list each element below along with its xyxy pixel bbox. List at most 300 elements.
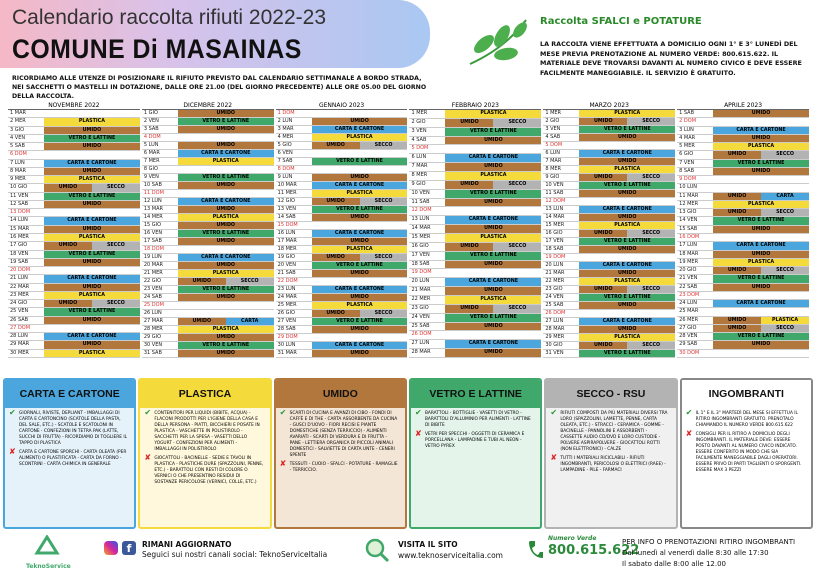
day-label: 12 MER [679,200,699,207]
day-label: 2 MER [10,118,26,125]
day-label: 8 MER [411,172,428,179]
calendar-day-row [8,325,140,333]
calendar-day-row [677,300,809,308]
calendar-day-row [543,246,675,254]
day-label: 24 GIO [10,300,28,307]
day-label: 8 GIO [143,166,158,172]
day-label: 25 MAR [679,308,699,315]
calendar-day-row [276,190,408,198]
collection-umido-badge: UMIDO [178,350,274,357]
day-label: 5 LUN [143,142,159,148]
calendar-day-row [276,198,408,206]
calendar-grid [8,101,809,358]
day-label: 17 MAR [277,238,297,244]
day-label: 30 LUN [277,342,296,348]
collection-umido-badge: UMIDO [312,174,408,181]
collection-umido-badge: UMIDO [713,110,809,117]
calendar-day-row [142,294,274,302]
collection-umido-badge: UMIDO [312,238,408,245]
calendar-day-row [543,326,675,334]
day-label: 1 GIO [143,110,158,116]
collection-umido-badge: UMIDO [178,142,274,149]
day-label: 23 GIO [545,286,563,292]
day-label: 27 VEN [277,318,296,324]
day-label: 1 MER [545,110,562,116]
collection-umido-badge: UMIDO [312,350,408,357]
calendar-day-row [409,163,541,172]
card-allowed-text: ✔ SCARTI DI CUCINA E AVANZI DI CIBO - FONDI DI CAFFÈ E DI THE - CARTA ASSORBENTE DA CUCINA - GUSCI D'UOVO - FIORI RECISI E PIANTE DOMESTICHE (SENZA TERRICCIO) - ALIMENTI AVARIATI - SCARTI DI VERDURA E DI FRUTTA - PANE - LETTIERA ORGANICA DI PICCOLI ANIMALI DOMESTICI - SALVIETTE DI CARTA UNTE - CENERI SPENTE [276,408,405,459]
day-label: 15 MER [545,222,565,228]
day-label: 22 GIO [143,278,162,284]
day-label: 29 DOM [277,334,298,340]
day-label: 4 SAB [545,134,561,140]
sfalci-text: LA RACCOLTA VIENE EFFETTUATA A DOMICILIO OGNI 1° E 3° LUNEDÌ DEL MESE PREVIA PRENOTAZIONE AL NUMERO VERDE: 800.615.622. IL MATERIALE DEVE TROVARSI DAVANTI AL NUMERO CIVICO E DEVE ESSERE FACILMENTE MANEGGIABILE. IL SERVIZIO È GRATUITO. [540,40,802,77]
collection-umido-badge: UMIDO [312,198,360,205]
info-card [138,378,271,529]
calendar-day-row [8,275,140,283]
month-header: GENNAIO 2023 [276,101,408,110]
day-label: 31 SAB [143,350,162,356]
calendar-day-row [142,270,274,278]
calendar-day-row [142,286,274,294]
card-forbidden-text: ✘ VETRI PER SPECCHI - OGGETTI DI CERAMICA E PORCELLANA - LAMPADINE E TUBI AL NEON - VETRO PYREX [411,429,540,450]
collection-vetro-badge: VETRO E LATTINE [713,217,809,224]
info-hours-saturday: Il sabato dalle 8:00 alle 12.00 [622,560,727,568]
day-label: 27 DOM [10,324,31,331]
day-label: 8 MAR [10,167,26,174]
day-label: 24 SAB [143,294,162,300]
card-title: PLASTICA [140,380,269,408]
collection-vetro-badge: VETRO E LATTINE [312,158,408,165]
collection-vetro-badge: VETRO E LATTINE [312,206,408,213]
collection-carta-badge: CARTA E CARTONE [312,126,408,133]
day-label: 30 GIO [545,342,563,348]
calendar-day-row [8,292,140,300]
day-label: 19 SAB [10,258,29,265]
day-label: 26 DOM [411,331,432,338]
calendar-day-row [543,278,675,286]
day-label: 1 MER [411,110,428,116]
collection-secco-badge: SECCO [627,174,675,181]
collection-umido-badge: UMIDO [44,184,92,191]
day-label: 23 GIO [411,304,429,311]
calendar-day-row [409,314,541,323]
day-label: 21 VEN [679,275,698,282]
day-label: 2 VEN [143,118,159,124]
calendar-day-row [677,209,809,217]
day-label: 18 MER [277,246,297,252]
calendar-day-row [543,110,675,118]
collection-vetro-badge: VETRO E LATTINE [44,193,140,200]
calendar-day-row [543,302,675,310]
collection-plastica-badge: PLASTICA [178,326,274,333]
collection-umido-badge: UMIDO [713,267,761,274]
calendar-day-row [142,206,274,214]
collection-umido-badge: UMIDO [44,300,92,307]
calendar-day-row [276,206,408,214]
collection-carta-badge: CARTA E CARTONE [713,300,809,307]
collection-plastica-badge: PLASTICA [713,143,809,150]
day-label: 19 DOM [545,254,566,260]
site-link[interactable]: www.teknoserviceitalia.com [398,551,503,560]
facebook-icon[interactable]: f [122,541,136,555]
calendar-day-row [8,151,140,159]
calendar-day-row [543,230,675,238]
calendar-day-row [677,110,809,118]
collection-secco-badge: SECCO [627,118,675,125]
numero-verde[interactable]: 800.615.622 [548,543,640,558]
calendar-day-row [409,305,541,314]
calendar-day-row [409,119,541,128]
collection-umido-badge: UMIDO [178,238,274,245]
calendar-day-row [276,310,408,318]
collection-vetro-badge: VETRO E LATTINE [44,135,140,142]
day-label: 5 MER [679,143,695,150]
calendar-day-row [677,350,809,358]
collection-umido-badge: UMIDO [44,242,92,249]
day-label: 18 VEN [10,250,29,257]
collection-umido-badge: UMIDO [713,209,761,216]
day-label: 9 GIO [545,174,560,180]
collection-secco-badge: SECCO [92,300,140,307]
instagram-icon[interactable] [104,541,118,555]
collection-umido-badge: UMIDO [445,225,541,233]
collection-vetro-badge: VETRO E LATTINE [178,174,274,181]
collection-umido-badge: UMIDO [178,126,274,133]
calendar-day-row [8,300,140,308]
collection-secco-badge: SECCO [627,230,675,237]
collection-umido-badge: UMIDO [579,230,627,237]
day-label: 9 LUN [277,174,293,180]
collection-vetro-badge: VETRO E LATTINE [44,251,140,258]
calendar-day-row [8,251,140,259]
calendar-day-row [276,134,408,142]
collection-plastica-badge: PLASTICA [312,246,408,253]
collection-vetro-badge: VETRO E LATTINE [713,160,809,167]
day-label: 14 MAR [545,214,565,220]
day-label: 21 SAB [277,270,296,276]
collection-carta-badge: CARTA E CARTONE [713,127,809,134]
month-header: DICEMBRE 2022 [142,101,274,110]
day-label: 11 MER [277,190,297,196]
day-label: 24 MAR [277,294,297,300]
calendar-day-row [543,190,675,198]
calendar-day-row [409,243,541,252]
day-label: 31 MAR [277,350,297,356]
collection-umido-badge: UMIDO [44,284,140,291]
calendar-day-row [142,238,274,246]
calendar-day-row [677,317,809,325]
day-label: 11 VEN [10,192,29,199]
day-label: 23 LUN [277,286,296,292]
day-label: 19 LUN [143,254,162,260]
calendar-day-row [409,216,541,225]
collection-secco-badge: SECCO [360,254,408,261]
calendar-day-row [409,349,541,358]
collection-vetro-badge: VETRO E LATTINE [445,314,541,322]
calendar-day-row [543,158,675,166]
calendar-day-row [142,174,274,182]
collection-vetro-badge: VETRO E LATTINE [178,118,274,125]
day-label: 4 MAR [679,134,696,141]
day-label: 10 LUN [679,184,698,191]
calendar-day-row [276,214,408,222]
day-label: 14 VEN [679,217,698,224]
collection-carta-badge: CARTA E CARTONE [713,242,809,249]
info-card [680,378,813,529]
calendar-day-row [142,326,274,334]
day-label: 5 DOM [545,142,563,148]
collection-umido-badge: UMIDO [312,326,408,333]
day-label: 25 SAB [545,302,564,308]
day-label: 22 MAR [10,283,30,290]
day-label: 13 LUN [545,206,564,212]
collection-secco-badge: SECCO [493,243,541,251]
calendar-day-row [543,286,675,294]
collection-umido-badge: UMIDO [579,326,675,333]
search-icon[interactable] [364,537,390,563]
card-forbidden-text: ✘ CARTA E CARTONE SPORCHI - CARTA OLEATA (PER ALIMENTI) O PLASTIFICATA - CARTA DA FORNO - SCONTRINI - CARTA CHIMICA IN GENERALE [5,447,134,468]
day-label: 14 MER [143,214,163,220]
calendar-day-row [543,350,675,358]
collection-umido-badge: UMIDO [44,201,140,208]
collection-umido-badge: UMIDO [312,118,408,125]
collection-secco-badge: SECCO [761,267,809,274]
collection-plastica-badge: PLASTICA [579,334,675,341]
collection-secco-badge: SECCO [761,325,809,332]
day-label: 20 MAR [143,262,163,268]
card-title: CARTA E CARTONE [5,380,134,408]
day-label: 29 SAB [679,341,698,348]
day-label: 20 LUN [411,278,430,285]
sfalci-title: Raccolta SFALCI e POTATURE [540,16,702,27]
day-label: 6 LUN [411,154,427,161]
waste-info-cards [3,378,813,529]
collection-plastica-badge: PLASTICA [445,110,541,118]
collection-carta-badge: CARTA E CARTONE [178,150,274,157]
day-label: 15 MAR [10,225,30,232]
collection-secco-badge: SECCO [493,119,541,127]
day-label: 21 MAR [411,287,431,294]
day-label: 10 VEN [545,182,564,188]
calendar-day-row [677,143,809,151]
calendar-day-row [8,341,140,349]
calendar-day-row [8,118,140,126]
collection-umido-badge: UMIDO [579,342,627,349]
day-label: 28 VEN [679,333,698,340]
day-label: 8 DOM [277,166,295,172]
calendar-day-row [276,118,408,126]
collection-plastica-badge: PLASTICA [178,158,274,165]
collection-carta-badge: CARTA E CARTONE [579,262,675,269]
calendar-day-row [142,190,274,198]
collection-umido-badge: UMIDO [579,270,675,277]
collection-plastica-badge: PLASTICA [178,214,274,221]
calendar-day-row [142,142,274,150]
collection-vetro-badge: VETRO E LATTINE [445,128,541,136]
day-label: 29 MER [545,334,565,340]
calendar-day-row [543,174,675,182]
day-label: 19 MER [679,258,699,265]
card-allowed-text: ✔ GIORNALI, RIVISTE, DEPLIANT - IMBALLAGGI DI CARTA E CARTONCINO (SCATOLE DELLA PASTA, DEL SALE, ETC.) - SCATOLE E SCATOLONI IN CARTONE - CONFEZIONI IN TETRA PAK (LATTE, SUCCHI DI FRUTTA) - RICORDIAMO DI TOGLIERE IL TAPPO DI PLASTICA [5,408,134,447]
day-label: 17 VEN [545,238,564,244]
day-label: 27 GIO [679,324,697,331]
calendar-day-row [677,226,809,234]
day-label: 16 MER [10,233,29,240]
collection-plastica-badge: PLASTICA [579,110,675,117]
calendar-day-row [276,278,408,286]
day-label: 30 VEN [143,342,163,348]
calendar-day-row [677,127,809,135]
card-title: INGOMBRANTI [682,380,811,408]
collection-plastica-badge: PLASTICA [445,172,541,180]
calendar-day-row [276,158,408,166]
collection-umido-badge: UMIDO [312,142,360,149]
calendar-day-row [409,323,541,332]
day-label: 21 MER [143,270,163,276]
numero-verde-label: Numero Verde [548,535,597,542]
day-label: 23 MER [10,291,29,298]
day-label: 11 MAR [679,192,699,199]
day-label: 16 GIO [411,242,429,249]
day-label: 15 MER [411,234,431,241]
collection-umido-badge: UMIDO [445,323,541,331]
calendar-day-row [543,206,675,214]
collection-carta-badge: CARTA E CARTONE [44,333,140,340]
day-label: 4 MER [277,134,294,140]
calendar-day-row [409,269,541,278]
calendar-day-row [142,118,274,126]
day-label: 16 VEN [143,230,163,236]
calendar-day-row [677,151,809,159]
month-column [8,101,140,358]
day-label: 28 LUN [10,333,28,340]
day-label: 12 GIO [277,198,295,204]
calendar-day-row [677,267,809,275]
collection-umido-badge: UMIDO [312,270,408,277]
calendar-day-row [8,127,140,135]
collection-umido-badge: UMIDO [178,278,226,285]
calendar-day-row [677,284,809,292]
calendar-day-row [677,234,809,242]
calendar-day-row [409,296,541,305]
calendar-day-row [409,225,541,234]
day-label: 9 GIO [411,180,426,187]
notice-text: RICORDIAMO ALLE UTENZE DI POSIZIONARE IL RIFIUTO PREVISTO DAL CALENDARIO SETTIMANALE A BORDO STRADA, NEI SACCHETTI O MASTELLI IN DOTAZIONE, DALLE ORE 21.00 (DEL GIORNO PRECEDENTE) ALLE ORE 05.00 DEL GIORNO DELLA RACCOLTA. [12,75,427,100]
calendar-day-row [543,294,675,302]
info-hours-weekday: Dal lunedì al venerdì dalle 8:30 alle 17:30 [622,549,769,557]
calendar-day-row [677,292,809,300]
day-label: 15 GIO [143,222,162,228]
calendar-day-row [677,118,809,126]
day-label: 24 VEN [545,294,564,300]
day-label: 28 MAR [545,326,565,332]
collection-umido-badge: UMIDO [713,251,809,258]
collection-plastica-badge: PLASTICA [713,259,809,266]
calendar-day-row [276,246,408,254]
info-card [544,378,677,529]
calendar-day-row [409,172,541,181]
calendar-day-row [677,217,809,225]
collection-secco-badge: SECCO [360,142,408,149]
social-text: Seguici sui nostri canali social: TeknoServiceItalia [142,550,328,559]
calendar-day-row [8,201,140,209]
day-label: 1 SAB [679,110,695,116]
calendar-day-row [276,166,408,174]
calendar-day-row [142,262,274,270]
day-label: 15 DOM [277,222,298,228]
collection-umido-badge: UMIDO [579,118,627,125]
month-column [543,101,675,358]
calendar-day-row [276,222,408,230]
collection-vetro-badge: VETRO E LATTINE [579,126,675,133]
day-label: 18 SAB [411,260,430,267]
calendar-day-row [8,184,140,192]
collection-umido-badge: UMIDO [44,317,140,324]
day-label: 23 DOM [679,291,700,298]
collection-plastica-badge: PLASTICA [44,234,140,241]
collection-carta-badge: CARTA E CARTONE [445,154,541,162]
day-label: 26 GIO [277,310,295,316]
calendar-day-row [142,166,274,174]
collection-umido-badge: UMIDO [178,334,274,341]
collection-umido-badge: UMIDO [178,318,226,325]
calendar-day-row [276,326,408,334]
day-label: 22 SAB [679,283,698,290]
day-label: 18 DOM [143,246,164,252]
day-label: 2 GIO [545,118,560,124]
calendar-day-row [677,275,809,283]
collection-umido-badge: UMIDO [44,168,140,175]
day-label: 23 VEN [143,286,163,292]
calendar-day-row [409,340,541,349]
collection-vetro-badge: VETRO E LATTINE [579,350,675,357]
day-label: 3 SAB [143,126,159,132]
calendar-day-row [409,110,541,119]
day-label: 2 LUN [277,118,293,124]
day-label: 8 SAB [679,167,695,174]
day-label: 20 VEN [277,262,296,268]
collection-vetro-badge: VETRO E LATTINE [178,286,274,293]
day-label: 12 SAB [10,200,29,207]
calendar-day-row [142,246,274,254]
day-label: 10 SAB [143,182,162,188]
info-card [274,378,407,529]
collection-umido-badge: UMIDO [178,110,274,117]
calendar-day-row [142,222,274,230]
collection-umido-badge: UMIDO [44,226,140,233]
day-label: 31 VEN [545,350,564,356]
calendar-day-row [677,160,809,168]
day-label: 16 GIO [545,230,563,236]
day-label: 26 MER [679,316,699,323]
social-title: RIMANI AGGIORNATO [142,540,232,549]
collection-carta-badge: CARTA E CARTONE [44,160,140,167]
collection-vetro-badge: VETRO E LATTINE [312,262,408,269]
day-label: 22 MER [545,278,565,284]
site-title: VISITA IL SITO [398,540,458,549]
collection-umido-badge: UMIDO [178,206,274,213]
calendar-day-row [677,333,809,341]
collection-secco-badge: SECCO [92,242,140,249]
collection-carta-badge: CARTA E CARTONE [44,217,140,224]
month-header: FEBBRAIO 2023 [409,101,541,110]
day-label: 18 MAR [679,250,699,257]
collection-secco-badge: SECCO [627,286,675,293]
collection-vetro-badge: VETRO E LATTINE [713,333,809,340]
calendar-day-row [677,135,809,143]
calendar-day-row [8,259,140,267]
